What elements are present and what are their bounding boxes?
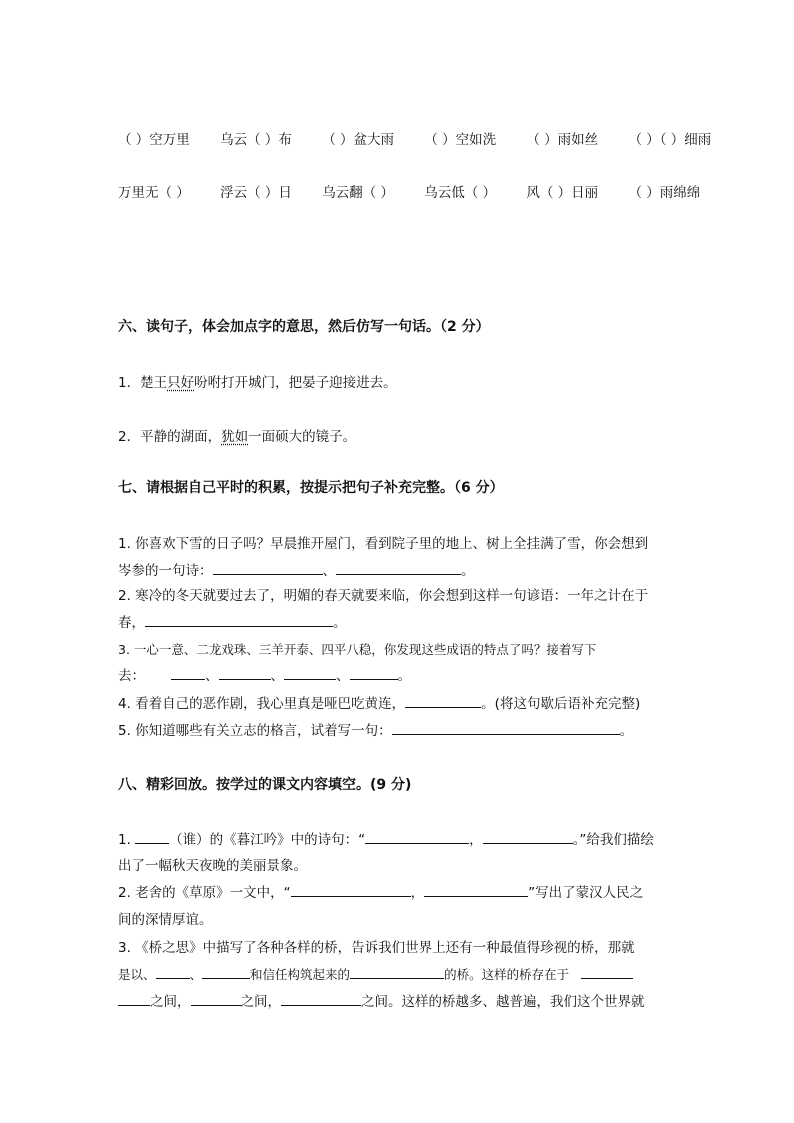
section-8-title: 八、精彩回放。按学过的课文内容填空。(9 分) bbox=[118, 777, 412, 793]
s8-q2-line1 bbox=[118, 884, 643, 902]
q-text: 5. 你知道哪些有关立志的格言，试着写一句： bbox=[118, 723, 392, 739]
answer-blank[interactable] bbox=[171, 667, 205, 680]
s7-q4 bbox=[118, 695, 640, 713]
answer-blank[interactable] bbox=[405, 695, 481, 708]
s8-q1-line1 bbox=[118, 831, 654, 849]
q-text: 、 bbox=[205, 668, 219, 684]
answer-blank[interactable] bbox=[202, 966, 250, 979]
q-text: 、 bbox=[322, 563, 336, 579]
idiom-item: 乌云翻（ ） bbox=[322, 185, 394, 201]
q-text: （谁）的《暮江吟》中的诗句：“ bbox=[169, 832, 366, 848]
idiom-row-2 bbox=[118, 184, 700, 202]
answer-blank[interactable] bbox=[424, 884, 528, 897]
answer-blank[interactable] bbox=[336, 562, 461, 575]
idiom-item: （ ）空如洗 bbox=[424, 132, 497, 148]
q-text: ”写出了蒙汉人民之 bbox=[528, 885, 644, 901]
q-text: 吩咐打开城门，把晏子迎接进去。 bbox=[194, 375, 397, 391]
answer-blank[interactable] bbox=[219, 667, 271, 680]
q-text: 1．楚王 bbox=[118, 375, 168, 391]
q-text: 岑参的一句诗： bbox=[118, 563, 213, 579]
answer-blank[interactable] bbox=[365, 831, 469, 844]
q-text: 、 bbox=[336, 668, 350, 684]
q-text: 春， bbox=[118, 615, 145, 631]
section-7-title: 七、请根据自己平时的积累，按提示把句子补充完整。（6 分） bbox=[118, 480, 504, 496]
s7-q5 bbox=[118, 722, 633, 740]
q-text: 。”给我们描绘 bbox=[572, 832, 654, 848]
idiom-item: （ ）空万里 bbox=[118, 132, 190, 148]
answer-blank[interactable] bbox=[145, 614, 333, 627]
answer-blank[interactable] bbox=[156, 966, 190, 979]
answer-blank[interactable] bbox=[118, 993, 150, 1006]
section-6-question-1 bbox=[118, 374, 397, 392]
q-text: 。 bbox=[397, 668, 411, 684]
answer-blank[interactable] bbox=[350, 667, 398, 680]
dotted-word: 只好 bbox=[167, 375, 195, 391]
s7-q1-line2 bbox=[118, 562, 475, 580]
q-text: 2．平静的湖面， bbox=[118, 429, 222, 445]
idiom-item: （ ）雨绵绵 bbox=[628, 185, 701, 201]
q-text: 是以 bbox=[118, 967, 144, 982]
answer-blank[interactable] bbox=[284, 667, 336, 680]
s7-q3-line2 bbox=[118, 667, 411, 685]
q-text: 、 bbox=[270, 668, 284, 684]
answer-blank[interactable] bbox=[213, 562, 323, 575]
q-text: 去： bbox=[118, 668, 145, 684]
s7-q2-line1: 2. 寒冷的冬天就要过去了，明媚的春天就要来临，你会想到这样一句谚语：一年之计在于 bbox=[118, 588, 649, 604]
s8-q3-line1: 3. 《桥之思》中描写了各种各样的桥，告诉我们世界上还有一种最值得珍视的桥，那就 bbox=[118, 940, 635, 956]
answer-blank[interactable] bbox=[350, 966, 444, 979]
q-text: 4. 看着自己的恶作剧，我心里真是哑巴吃黄连， bbox=[118, 696, 406, 712]
answer-blank[interactable] bbox=[281, 993, 361, 1006]
q-text: 一面硕大的镜子。 bbox=[248, 429, 357, 445]
q-text: 、 bbox=[143, 967, 156, 982]
q-text: 。 bbox=[619, 723, 634, 739]
answer-blank[interactable] bbox=[135, 831, 169, 844]
idiom-item: （ ）（ ）细雨 bbox=[628, 132, 712, 148]
q-text: 、 bbox=[189, 967, 203, 982]
s7-q1-line1: 1. 你喜欢下雪的日子吗？早晨推开屋门，看到院子里的地上、树上全挂满了雪，你会想到 bbox=[118, 536, 649, 552]
idiom-item: 万里无（ ） bbox=[118, 185, 190, 201]
q-text: 之间， bbox=[150, 994, 191, 1010]
s8-q2-line2: 间的深情厚谊。 bbox=[118, 912, 213, 928]
idiom-item: 风（ ）日丽 bbox=[526, 185, 599, 201]
s8-q3-line2 bbox=[118, 966, 633, 984]
answer-blank[interactable] bbox=[392, 722, 620, 735]
q-text: 之间， bbox=[240, 994, 281, 1010]
answer-blank[interactable] bbox=[291, 884, 411, 897]
s8-q3-line3 bbox=[118, 993, 645, 1011]
q-text: 1. bbox=[118, 832, 136, 848]
answer-blank[interactable] bbox=[191, 993, 241, 1006]
section-6-question-2 bbox=[118, 428, 356, 446]
idiom-item: （ ）雨如丝 bbox=[526, 132, 599, 148]
answer-blank[interactable] bbox=[581, 966, 633, 979]
idiom-item: （ ）盆大雨 bbox=[322, 132, 394, 148]
answer-blank[interactable] bbox=[483, 831, 573, 844]
q-text: ， bbox=[469, 832, 483, 848]
q-text: 的桥。这样的桥存在于 bbox=[444, 967, 570, 982]
q-text: 。 bbox=[461, 563, 475, 579]
idiom-item: 乌云低（ ） bbox=[424, 185, 497, 201]
q-text: 。 bbox=[333, 615, 347, 631]
section-6-title: 六、读句子，体会加点字的意思，然后仿写一句话。（2 分） bbox=[118, 319, 490, 335]
q-text: 2. 老舍的《草原》一文中，“ bbox=[118, 885, 291, 901]
idiom-item: 浮云（ ）日 bbox=[220, 185, 292, 201]
q-text: 。(将这句歇后语补充完整) bbox=[481, 696, 641, 712]
s7-q3-line1: 3. 一心一意、二龙戏珠、三羊开泰、四平八稳，你发现这些成语的特点了吗？接着写下 bbox=[118, 642, 597, 657]
q-text: ， bbox=[410, 885, 425, 901]
q-text: 之间。这样的桥越多、越普遍，我们这个世界就 bbox=[361, 994, 645, 1010]
s7-q2-line2 bbox=[118, 614, 347, 632]
idiom-row-1 bbox=[118, 131, 711, 149]
dotted-word: 犹如 bbox=[221, 429, 249, 445]
idiom-item: 乌云（ ）布 bbox=[220, 132, 292, 148]
q-text: 和信任构筑起来的 bbox=[250, 967, 351, 982]
s8-q1-line2: 出了一幅秋天夜晚的美丽景象。 bbox=[118, 858, 307, 874]
